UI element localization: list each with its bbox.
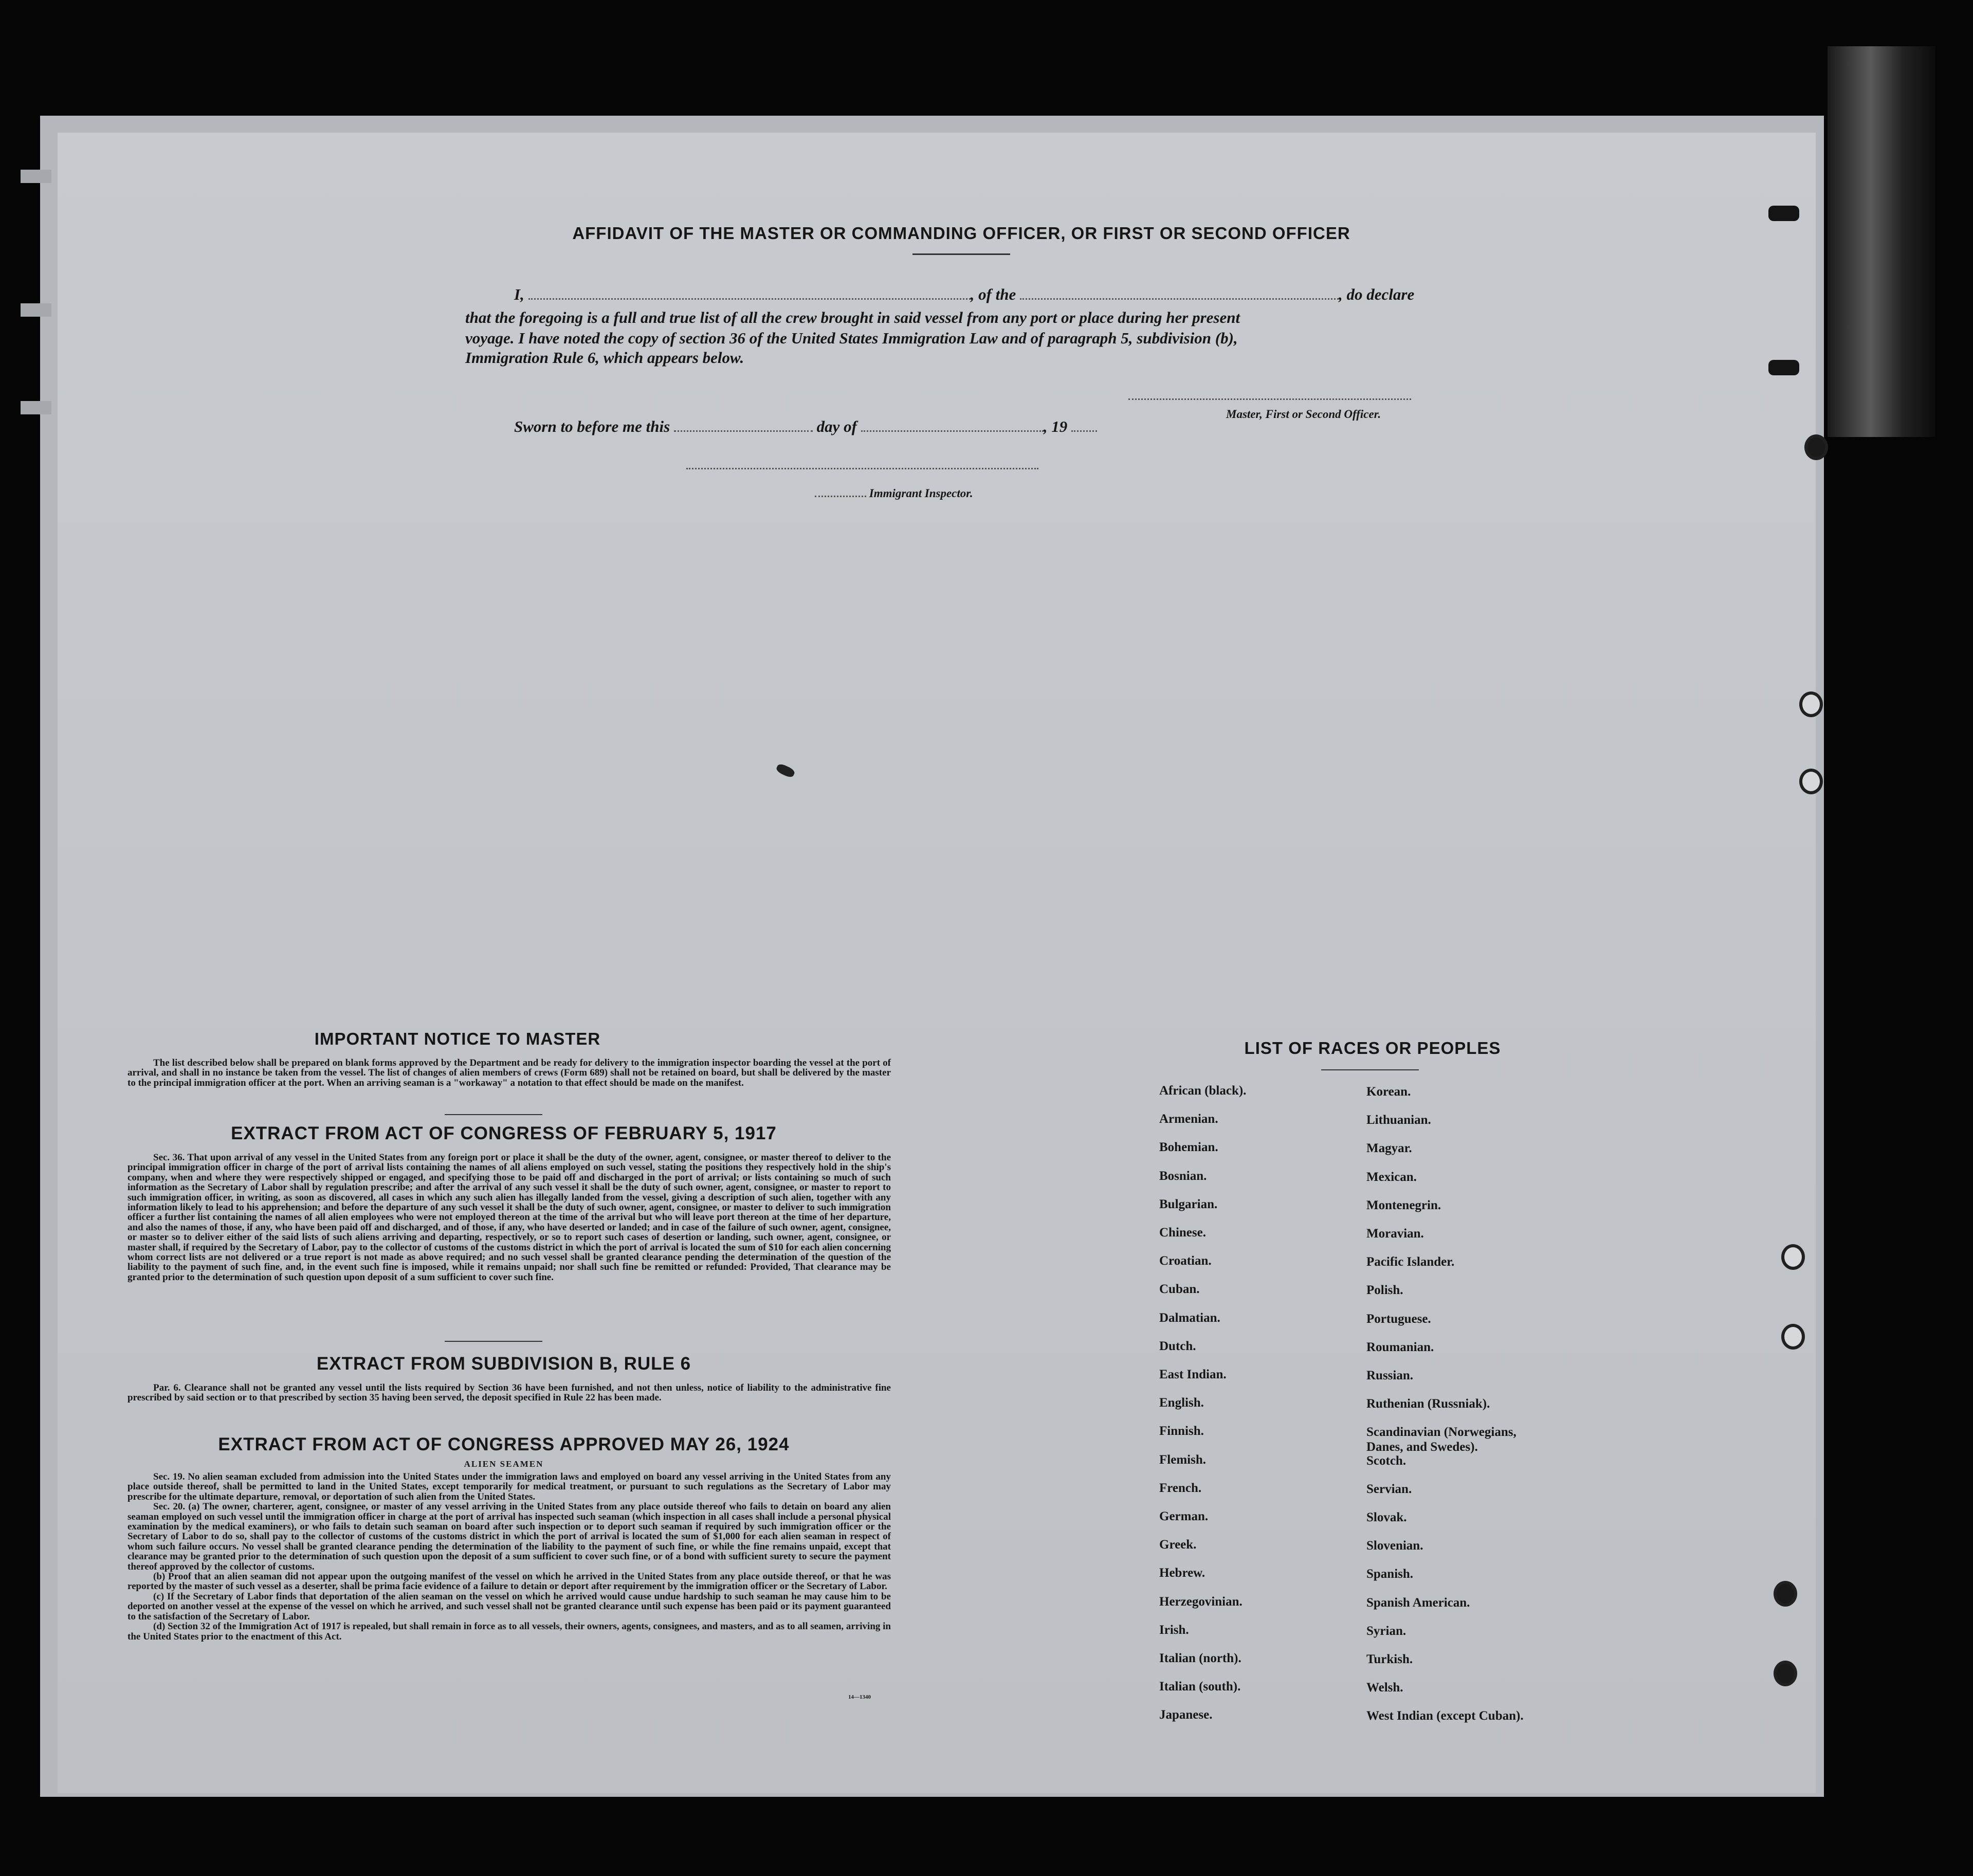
race-item: French. bbox=[1159, 1481, 1202, 1495]
race-item: Ruthenian (Russniak). bbox=[1366, 1397, 1490, 1411]
sec-20c-paragraph: (c) If the Secretary of Labor finds that deportation of the alien seaman on the vessel on which he arrived would cause undue hardship to such seaman he may cause him to be deported on another vessel at the expense of the vessel on which he arrived, and such vessel shall not be granted clearance until such expense has been paid or its payment guaranteed to the satisfaction of the Secretary of Labor. bbox=[127, 1591, 891, 1622]
alien-seamen-heading: ALIEN SEAMEN bbox=[464, 1459, 544, 1469]
sec-19-paragraph: Sec. 19. No alien seaman excluded from admission into the United States under the immigration laws and employed on board any vessel arriving in the United States from any place outside thereof, shall be permitted to land in the United States, except temporarily for medical treatment, or pursuant to such regulations as the Secretary of Labor may prescribe for the ultimate departure, removal, or deportation of such alien from the United States. bbox=[127, 1471, 891, 1502]
race-item: Spanish. bbox=[1366, 1567, 1414, 1581]
race-item: Turkish. bbox=[1366, 1652, 1413, 1666]
punch-hole bbox=[1774, 1661, 1797, 1686]
divider bbox=[445, 1114, 542, 1115]
race-item: Pacific Islander. bbox=[1366, 1255, 1455, 1269]
inspector-signature-blank[interactable] bbox=[686, 468, 1038, 469]
race-item: English. bbox=[1159, 1396, 1204, 1410]
section-36-paragraph: Sec. 36. That upon arrival of any vessel in the United States from any foreign port or place it shall be the duty of the owner, agent, consignee, or master thereof to deliver to the principal immigration officer in charge of the port of arrival lists containing the names of all aliens employed on such vessel, stating the positions they respectively hold in the ship's company, when and where they were respectively shipped or engaged, and specifying those to be paid off and discharged in the port of arrival; or lists containing so much of such information as the Secretary of Labor shall by regulation prescribe; and after the arrival of any such vessel it shall be the duty of such owner, agent, consignee, or master to report to such immigration officer, in writing, as soon as discovered, all cases in which any such alien has illegally landed from the vessel, giving a description of such alien, together with any information likely to lead to his apprehension; and before the departure of any such vessel it shall be the duty of such owner, agent, consignee, or master to deliver to such immigration officer a further list containing the names of all alien employees who were not employed thereon at the time of the arrival but who will leave port thereon at the time of her departure, and also the names of those, if any, who have been paid off and discharged, and of those, if any, who have deserted or landed; and in case of the failure of such owner, agent, consignee, or master so to deliver either of the said lists of such aliens arriving and departing, respectively, or so to report such cases of desertion or landing, such owner, agent, consignee, or master shall, if required by the Secretary of Labor, pay to the collector of customs of the customs district in which the port of arrival is located the sum of $10 for each alien concerning whom correct lists are not delivered or a true report is not made as above required; and no such vessel shall be granted clearance pending the determination of the question of the liability to the payment of such fine, and, in the event such fine is imposed, while it remains unpaid; nor shall such fine be remitted or refunded: Provided, That clearance may be granted prior to the determination of such question upon deposit of a sum sufficient to cover such fine. bbox=[127, 1152, 891, 1283]
race-item: Hebrew. bbox=[1159, 1566, 1205, 1580]
race-item: Greek. bbox=[1159, 1538, 1197, 1552]
race-item: Spanish American. bbox=[1366, 1596, 1470, 1610]
name-blank[interactable] bbox=[528, 298, 971, 300]
race-item: Danes, and Swedes). bbox=[1366, 1440, 1478, 1454]
races-rule bbox=[1321, 1069, 1419, 1070]
affidavit-line-4: Immigration Rule 6, which appears below. bbox=[465, 349, 744, 367]
race-item: Polish. bbox=[1366, 1283, 1403, 1297]
race-item: Bosnian. bbox=[1159, 1169, 1207, 1183]
sworn-day-of: day of bbox=[816, 417, 857, 435]
race-item: Italian (north). bbox=[1159, 1651, 1241, 1665]
race-item: Scandinavian (Norwegians, bbox=[1366, 1425, 1517, 1439]
punch-hole bbox=[1781, 1244, 1805, 1270]
torn-edge bbox=[1828, 46, 1935, 437]
races-title: LIST OF RACES OR PEOPLES bbox=[1244, 1039, 1501, 1058]
race-item: Dutch. bbox=[1159, 1339, 1196, 1353]
race-item: Montenegrin. bbox=[1366, 1198, 1441, 1212]
race-item: Mexican. bbox=[1366, 1170, 1417, 1184]
sec-20b-paragraph: (b) Proof that an alien seaman did not appear upon the outgoing manifest of the vessel on which he arrived in the United States from any place outside thereof, or that he was reported by the master of such vessel as a deserter, shall be prima facie evidence of a failure to detain or deport after requirement by the immigration officer or the Secretary of Labor. bbox=[127, 1571, 891, 1592]
paper-tab bbox=[21, 303, 51, 317]
signature-blank[interactable] bbox=[1128, 398, 1411, 400]
race-item: Portuguese. bbox=[1366, 1312, 1431, 1326]
race-item: German. bbox=[1159, 1509, 1209, 1523]
race-item: Chinese. bbox=[1159, 1226, 1206, 1240]
race-item: Croatian. bbox=[1159, 1254, 1212, 1268]
notice-text bbox=[127, 1058, 891, 1088]
rule6-paragraph: Par. 6. Clearance shall not be granted any vessel until the lists required by Section 36 have been furnished, and not then unless, notice of liability to the administrative fine prescribed by said section or to that prescribed by section 35 having been served, the deposit specified in Rule 22 has been made. bbox=[127, 1382, 891, 1404]
month-blank[interactable] bbox=[861, 430, 1044, 432]
affidavit-i: I, bbox=[514, 285, 524, 303]
extract-rule6-title: EXTRACT FROM SUBDIVISION B, RULE 6 bbox=[316, 1354, 691, 1374]
extract-rule6-text bbox=[127, 1383, 891, 1403]
inspector-label bbox=[815, 487, 973, 500]
affidavit-line-3: voyage. I have noted the copy of section 36 of the United States Immigration Law and of paragraph 5, subdivision (b), bbox=[465, 329, 1238, 347]
race-item: Syrian. bbox=[1366, 1624, 1406, 1638]
race-item: Roumanian. bbox=[1366, 1340, 1434, 1354]
race-item: East Indian. bbox=[1159, 1368, 1227, 1381]
extract-1917-text bbox=[127, 1153, 891, 1282]
race-item: Welsh. bbox=[1366, 1681, 1403, 1695]
sworn-line bbox=[514, 417, 1097, 436]
paper-tab bbox=[21, 401, 51, 414]
race-item: Lithuanian. bbox=[1366, 1113, 1431, 1127]
race-item: Herzegovinian. bbox=[1159, 1595, 1243, 1609]
punch-hole bbox=[1799, 769, 1823, 794]
race-item: Japanese. bbox=[1159, 1708, 1213, 1722]
punch-hole bbox=[1804, 434, 1828, 460]
inspector-dots bbox=[815, 496, 866, 497]
race-item: Magyar. bbox=[1366, 1141, 1412, 1155]
title-rule bbox=[912, 253, 1010, 255]
race-item: Bohemian. bbox=[1159, 1140, 1218, 1154]
binder-clip bbox=[1768, 206, 1799, 221]
race-item: Dalmatian. bbox=[1159, 1311, 1220, 1325]
sec-20a-paragraph: Sec. 20. (a) The owner, charterer, agent, consignee, or master of any vessel arriving in the United States from any place outside thereof who fails to detain on board any alien seaman employed on such vessel until the immigration officer in charge at the port of arrival has inspected such seaman (which inspection in all cases shall include a personal physical examination by the medical examiners), or who fails to detain such seaman on board after such inspection or to deport such seaman if required by such immigration officer or the Secretary of Labor to do so, shall pay to the collector of customs of the customs district in which the port of arrival is located the sum of $1,000 for each alien seaman in respect of whom such failure occurs. No vessel shall be granted clearance pending the determination of the liability to the payment of such fine, or while the fine remains unpaid, except that clearance may be granted prior to the determination of such question upon the deposit of a sum sufficient to cover such fine, or of a bond with sufficient surety to secure the payment thereof approved by the collector of customs. bbox=[127, 1501, 891, 1572]
race-item: Slovenian. bbox=[1366, 1539, 1423, 1553]
extract-1924-text bbox=[127, 1472, 891, 1642]
divider bbox=[445, 1341, 542, 1342]
binder-clip bbox=[1768, 360, 1799, 375]
race-item: Finnish. bbox=[1159, 1424, 1204, 1438]
day-blank[interactable] bbox=[674, 430, 813, 432]
paper-tab bbox=[21, 170, 51, 183]
punch-hole bbox=[1799, 691, 1823, 717]
inspector-text: Immigrant Inspector. bbox=[869, 487, 973, 500]
race-item: Russian. bbox=[1366, 1369, 1414, 1382]
signature-label: Master, First or Second Officer. bbox=[1226, 408, 1381, 421]
form-number: 14—1340 bbox=[848, 1694, 871, 1700]
race-item: Cuban. bbox=[1159, 1282, 1200, 1296]
affidavit-title: AFFIDAVIT OF THE MASTER OR COMMANDING OFFICER, OR FIRST OR SECOND OFFICER bbox=[572, 224, 1350, 243]
affidavit-line-1 bbox=[514, 285, 1414, 304]
notice-paragraph: The list described below shall be prepared on blank forms approved by the Department and be ready for delivery to the immigration inspector boarding the vessel at the port of arrival, and shall in no instance be taken from the vessel. The list of changes of alien members of crews (Form 689) shall not be retained on board, but shall be delivered by the master to the principal immigration officer at the port. When an arriving seaman is a "workaway" a notation to that effect should be made on the manifest. bbox=[127, 1058, 891, 1088]
sworn-year: , 19 bbox=[1043, 417, 1068, 435]
affidavit-line-2: that the foregoing is a full and true list of all the crew brought in said vessel from any port or place during her present bbox=[465, 308, 1240, 326]
vessel-blank[interactable] bbox=[1020, 298, 1339, 300]
sec-20d-paragraph: (d) Section 32 of the Immigration Act of 1917 is repealed, but shall remain in force as to all vessels, their owners, agents, consignees, and masters, and as to all seamen, arriving in the United States prior to the enactment of this Act. bbox=[127, 1621, 891, 1642]
extract-1924-title: EXTRACT FROM ACT OF CONGRESS APPROVED MAY 26, 1924 bbox=[218, 1434, 790, 1454]
race-item: West Indian (except Cuban). bbox=[1366, 1709, 1524, 1723]
race-item: Irish. bbox=[1159, 1623, 1189, 1637]
race-item: Scotch. bbox=[1366, 1454, 1406, 1468]
punch-hole bbox=[1774, 1581, 1797, 1607]
affidavit-of-the: , of the bbox=[970, 285, 1016, 303]
punch-hole bbox=[1781, 1324, 1805, 1350]
notice-title: IMPORTANT NOTICE TO MASTER bbox=[314, 1029, 601, 1048]
race-item: Italian (south). bbox=[1159, 1680, 1241, 1693]
extract-1917-title: EXTRACT FROM ACT OF CONGRESS OF FEBRUARY 5, 1917 bbox=[231, 1123, 777, 1143]
affidavit-declare: , do declare bbox=[1339, 285, 1415, 303]
race-item: Slovak. bbox=[1366, 1510, 1407, 1524]
race-item: Flemish. bbox=[1159, 1453, 1206, 1467]
race-item: Moravian. bbox=[1366, 1227, 1424, 1241]
year-blank[interactable] bbox=[1071, 430, 1097, 432]
race-item: Servian. bbox=[1366, 1482, 1412, 1496]
race-item: Korean. bbox=[1366, 1085, 1411, 1099]
sworn-text: Sworn to before me this bbox=[514, 417, 670, 435]
race-item: Bulgarian. bbox=[1159, 1197, 1218, 1211]
race-item: Armenian. bbox=[1159, 1112, 1218, 1126]
race-item: African (black). bbox=[1159, 1084, 1247, 1098]
